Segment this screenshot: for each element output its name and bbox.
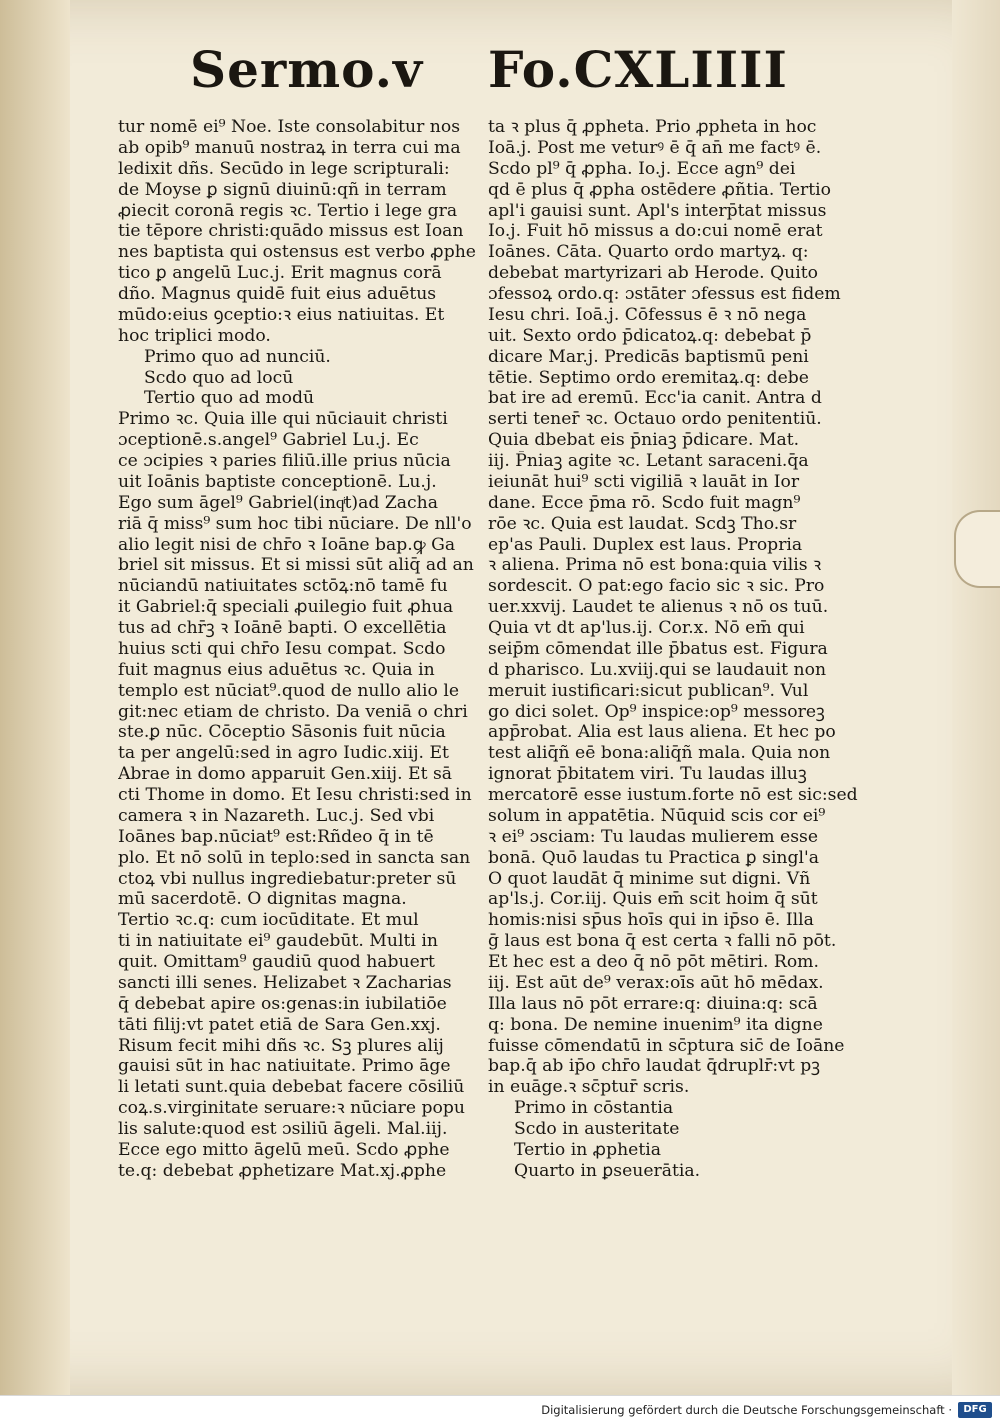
text-line: templo est nūciat⁹.quod de nullo alio le (118, 680, 460, 701)
text-line: ep'as Pauli. Duplex est laus. Propria (488, 534, 803, 555)
text-line: qd ē plus q̄ ꝓpha ostēdere ꝓñtia. Tertio (488, 179, 832, 200)
text-line: ste.ꝑ nūc. Cōceptio Sāsonis fuit nūcia (118, 722, 446, 743)
text-line: solum in appatētia. Nūquid scis cor ei⁹ (488, 805, 826, 826)
text-line: seip̄m cōmendat ille p̄batus est. Figura (488, 638, 828, 659)
text-line: Quia d̄bebat eis p̄niaꝫ p̄dicare. Mat. (488, 430, 800, 451)
text-line: huius scti qui chr̄o Iesu compat̄. Scdo (118, 638, 446, 659)
text-line: Ioā.j. Post me veturꝰ ē q̄ an̄ me factꝰ ē. (488, 137, 822, 158)
text-line: tur nomē ei⁹ Noe. Iste consolabitur nos (118, 117, 461, 137)
text-line: ti in natiuitate ei⁹ gaudebūt. Multi in (118, 931, 438, 952)
text-line: ꝛ ei⁹ ɔsciam: Tu laudas mulierem esse (488, 826, 819, 847)
text-line: ɔceptionē.s.angel⁹ Gabriel Lu.j. Ec (118, 430, 419, 451)
text-line: ieiunāt hui⁹ scti vigiliā ꝛ lauāt in Ior (488, 471, 800, 492)
text-line: rōe ꝛc. Quia est laudat̄. Scdꝫ Tho.sr (488, 513, 797, 534)
text-line: Risum fecit mihi dñs ꝛc. Sꝫ plures alij (118, 1035, 444, 1056)
folio-number: Fo.CXLIIII (488, 40, 788, 99)
text-line: tāti filij:vt patet etiā de Sara Gen.xxj. (118, 1014, 441, 1035)
text-line: nes baptista qui ostensus est verbo ꝓphe (118, 242, 476, 263)
text-line: tētie. Septimo ordo eremitaꝝ.q: debe (488, 367, 809, 388)
text-line: ab opib⁹ manuū nostraꝝ in terra cui ma (118, 137, 461, 158)
text-line: bonā. Quō laudas tu Practica ꝑ singl'a (488, 847, 819, 868)
text-line: ap'ls.j. Cor.iij. Quis em̄ scit hoim q̄ sūt (488, 889, 818, 910)
text-line: d̄ pharisco. Lu.xviij.qui se laudauit non (488, 659, 827, 680)
page-tab (954, 510, 1000, 588)
text-line: Et hec est a deo q̄ nō pōt mētiri. Rom. (488, 952, 819, 972)
funding-note: Digitalisierung gefördert durch die Deutsche Forschungsgemeinschaft · (541, 1403, 952, 1417)
text-line: Quia vt d̄t ap'lus.ij. Cor.x. Nō em̄ qui (488, 618, 805, 638)
text-line: iij. P̄niaꝫ agite ꝛc. Letant̄ saraceni.q̄a (488, 451, 809, 471)
footer-bar (0, 1395, 1000, 1426)
text-line: Primo ꝛc. Quia ille qui nūciauit christi (118, 409, 448, 430)
text-line: Abrae in domo apparuit Gen.xiij. Et sā (118, 764, 453, 785)
text-line: uit. Sexto ordo p̄dicatoꝝ.q: debebat p̄ (488, 325, 812, 346)
text-line: tus ad chr̄ꝫ ꝛ Ioānē bapti. O excellētia (118, 618, 447, 638)
text-line: alio legit̄ nisi de chr̄o ꝛ Ioāne bap.ꝙ Ga (118, 534, 456, 555)
text-line: iij. Est aūt de⁹ verax:oīs aūt hō mēdax. (488, 972, 824, 993)
text-line: uit Ioānis baptiste conceptionē. Lu.j. (118, 471, 437, 492)
text-line: riā q̄ miss⁹ sum hoc tibi nūciare. De nll'o (118, 513, 472, 534)
text-line: go dici solet. Op⁹ inspice:op⁹ messoreꝫ (488, 701, 825, 722)
text-line: briel sit missus. Et si missi sūt aliq̄ ad an (118, 555, 474, 576)
text-line: nūciandū natiuitates sctōꝝ:nō tamē fu (118, 576, 448, 597)
text-line: mūdo:eius ꝯceptio:ꝛ eius natiuitas. Et (118, 304, 445, 325)
text-line: q: bona. De nemine inuenim⁹ ita digne (488, 1014, 823, 1035)
text-line: Tertio in ꝓphetia (514, 1139, 661, 1160)
text-line: Ecce ego mitto āgelū meū. Scdo ꝓphe (118, 1139, 450, 1160)
text-line: ctoꝝ vbi nullus ingrediebatur:preter sū (118, 868, 457, 889)
text-line: tie tēpore christi:quādo missus est Ioan (118, 221, 464, 242)
text-line: app̄robat. Alia est laus aliena. Et hec po (488, 722, 836, 743)
text-line: in euāge.ꝛ sc̄ptur̄ scris. (488, 1077, 690, 1098)
right-column (488, 117, 858, 1182)
text-line: Tertio quo ad modū (144, 388, 315, 409)
text-line: tico ꝑ angelū Luc.j. Erit magnus corā (118, 263, 442, 284)
text-line: Ego sum āgel⁹ Gabriel(inqͥt)ad Zacha (118, 492, 438, 513)
text-line: cti Thome in domo. Et Iesu christi:sed in (118, 785, 472, 805)
text-line: dño. Magnus quidē fuit eius aduētus (118, 284, 437, 304)
text-line: uer.xxvij. Laudet te alienus ꝛ nō os tuū. (488, 597, 829, 618)
text-line: git̄:nec etiam de christo. Da veniā o chri (118, 701, 468, 722)
text-line: Illa laus nō pōt errare:q: diuina:q: scā (488, 993, 818, 1014)
text-line: Ioānes. Cāta. Quarto ordo martyꝝ. q: (488, 242, 809, 263)
text-line: Scdo in austeritate (514, 1119, 680, 1139)
text-line: Ioānes bap.nūciat⁹ est:Rñdeo q̄ in tē (118, 826, 434, 847)
text-line: it Gabriel:q̄ speciali ꝓuilegio fuit ꝓhua (118, 597, 454, 618)
text-line: camera ꝛ in Nazareth. Luc.j. Sed vbi (118, 805, 435, 826)
text-line: q̄ debebat apire os:genas:in iubilatiōe (118, 993, 447, 1014)
left-column (118, 117, 488, 1182)
running-head (190, 40, 790, 110)
text-line: Scdo pl⁹ q̄ ꝓpha. Io.j. Ecce agn⁹ dei (488, 158, 796, 179)
text-line: homis:nisi sp̄us hoīs qui in ip̄so ē. Illa (488, 910, 814, 931)
text-line: serti tener̄ ꝛc. Octauo ordo penitentiū. (488, 409, 822, 430)
text-line: ta ꝛ plus q̄ ꝓpheta. Prio ꝓpheta in hoc (488, 117, 817, 137)
text-line: test aliq̄ñ eē bona:aliq̄ñ mala. Quia non (488, 743, 831, 764)
text-line: ta per angelū:sed in agro Iudic.xiij. Et (118, 743, 449, 764)
binding-gutter (0, 0, 70, 1395)
text-line: ɔfessoꝝ ordo.q: ɔstāter ɔfessus est fidem (488, 284, 841, 304)
text-line: gauisi sūt in hac natiuitate. Primo āge (118, 1056, 451, 1077)
text-line: bat ire ad eremū. Ecc'ia canit. Antra d̄ (488, 388, 822, 409)
text-line: mercatorē esse iustum.forte nō est sic:sed (488, 785, 858, 805)
text-line: dicare Mar.j. Predicās baptismū peni (488, 346, 809, 367)
text-line: apl'i gauisi sunt. Apl's interp̄tat̄ missus (488, 200, 827, 221)
text-line: Io.j. Fuit hō missus a do:cui nomē erat (488, 221, 823, 242)
text-line: Tertio ꝛc.q: cum iocūditate. Et mul (118, 910, 419, 931)
text-line: ꝓiecit coronā regis ꝛc. Tertio i lege gra (118, 200, 458, 221)
text-line: bap.q̄ ab ip̄o chr̄o laudat̄ q̄druplr̄:vt pꝫ (488, 1056, 821, 1077)
text-line: ignorat p̄bitatem viri. Tu laudas illuꝫ (488, 764, 807, 785)
text-line: quit. Omittam⁹ gaudiū quod habuert (118, 952, 435, 972)
text-line: meruit iustificari:sicut publican⁹. Vul (488, 680, 809, 701)
text-line: Iesu chri. Ioā.j. Cōfessus ē ꝛ nō nega (488, 304, 807, 325)
text-line: coꝝ.s.virginitate seruare:ꝛ nūciare popu (118, 1098, 465, 1119)
text-line: hoc triplici modo. (118, 325, 271, 346)
dfg-logo: DFG (958, 1402, 992, 1418)
text-line: li letati sunt.quia debebat facere cōsiliū (118, 1077, 465, 1098)
text-line: lis salute:quod est ɔsiliū āgeli. Mal.iij. (118, 1119, 448, 1139)
text-line: Primo quo ad nunciū. (144, 346, 331, 367)
text-line: sordescit. O pat̄:ego facio sic ꝛ sic. Pro (488, 576, 825, 597)
text-line: fuisse cōmendatū in sc̄ptura sic̄ de Ioāne (488, 1035, 845, 1056)
text-line: ledixit dñs. Secūdo in lege scripturali: (118, 158, 450, 179)
text-line: de Moyse ꝑ signū diuinū:qñ in terram (118, 179, 447, 200)
page-edge (952, 0, 1000, 1395)
text-line: ce ɔcipies ꝛ paries filiū.ille prius nūcia (118, 451, 451, 471)
running-head-left: Sermo.v (190, 40, 424, 99)
text-line: dane. Ecce p̄ma rō. Scdo fuit magn⁹ (488, 492, 801, 513)
text-line: Quarto in ꝑseuerātia. (514, 1160, 701, 1181)
text-line: te.q: debebat ꝓphetizare Mat.xj.ꝓphe (118, 1160, 447, 1181)
text-line: ḡ laus est bona q̄ est certa ꝛ falli nō pōt. (488, 931, 837, 952)
text-line: Scdo quo ad locū (144, 367, 294, 388)
text-line: sancti illi senes. Helizabet ꝛ Zacharias (118, 972, 452, 993)
text-line: fuit magnus eius aduētus ꝛc. Quia in (118, 659, 435, 680)
text-line: Primo in cōstantia (514, 1098, 674, 1119)
text-line: O quot laudāt q̄ minime sut digni. Vñ (488, 868, 811, 889)
text-line: ꝛ aliena. Prima nō est bona:quia vilis ꝛ (488, 555, 822, 576)
text-line: plo. Et nō solū in teplo:sed in sancta san (118, 847, 471, 868)
text-line: debebat martyrizari ab Herode. Quito (488, 263, 818, 284)
text-line: mū sacerdotē. O dignitas magna. (118, 889, 407, 910)
